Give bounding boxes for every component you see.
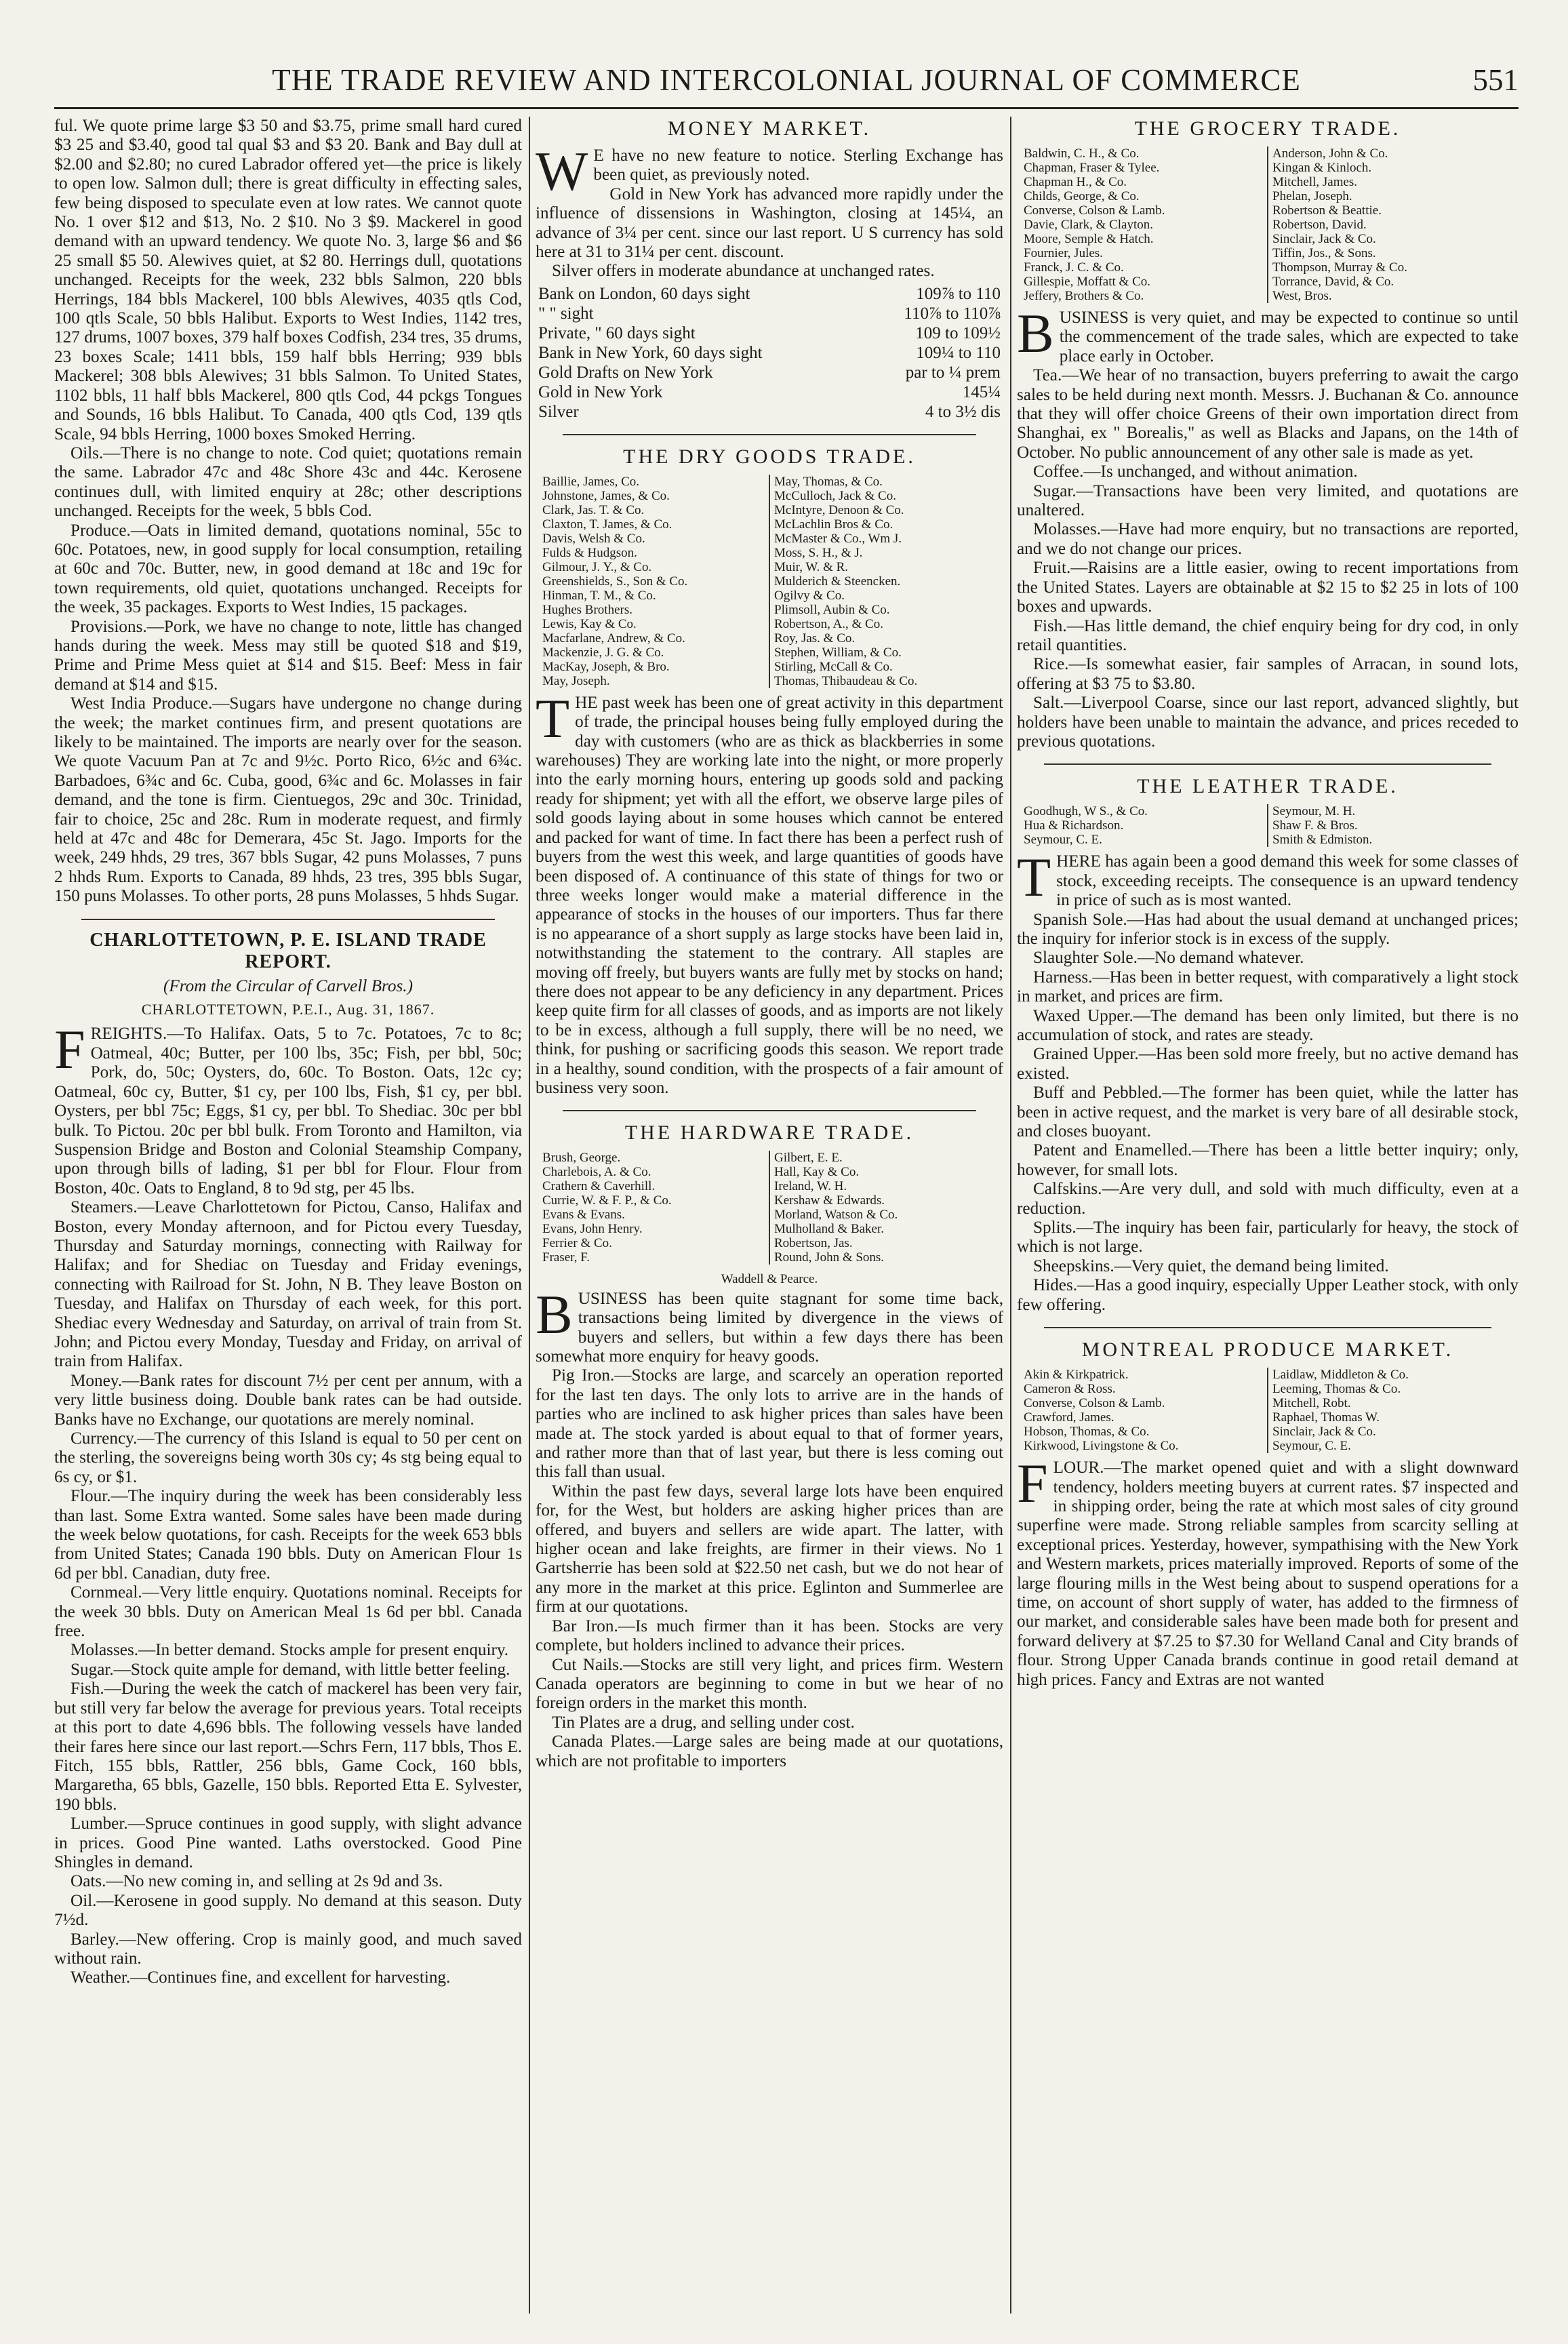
hardware-body: USINESS has been quite stagnant for some time back, transactions being limited by divergence in the views of buyers and sellers, but within a few days there has been somewhat more enquiry for heavy goods. (536, 1289, 1003, 1366)
firm-list (1020, 1368, 1516, 1453)
firm-name: Goodhugh, W S., & Co. (1024, 804, 1148, 819)
grocery-paragraph: Salt.—Liverpool Coarse, since our last report, advanced slightly, but holders have been unable to maintain the advance, and prices receded to previous quotations. (1017, 694, 1519, 751)
firm-name: Davie, Clark, & Clayton. (1024, 218, 1154, 232)
rate-value: 4 to 3½ dis (925, 402, 1001, 421)
masthead (54, 60, 1519, 109)
money-paragraph: Gold in New York has advanced more rapidly under the influence of dissensions in Washington, closing at 145¼, an advance of 3¼ per cent. since our last report. U S currency has sold here at 31 to 31¼ per cent. discount. (536, 184, 1003, 262)
report-paragraph (54, 1018, 522, 1198)
column-3 (1017, 117, 1519, 2313)
rate-value: 110⅞ to 110⅞ (904, 304, 1001, 323)
firm-name: Akin & Kirkpatrick. (1024, 1368, 1129, 1383)
firm-name: Hobson, Thomas, & Co. (1024, 1425, 1150, 1439)
firm-name: Gillespie, Moffatt & Co. (1024, 275, 1150, 289)
firm-name: Plimsoll, Aubin & Co. (774, 602, 890, 617)
column-rule (529, 117, 530, 2313)
firm-name: Converse, Colson & Lamb. (1024, 203, 1165, 218)
hardware-heading: THE HARDWARE TRADE. (624, 1121, 914, 1145)
firm-name: West, Bros. (1272, 289, 1332, 303)
firm-name: Laidlaw, Middleton & Co. (1272, 1368, 1409, 1383)
money-market-heading: MONEY MARKET. (667, 117, 872, 140)
rate-value: 145¼ (962, 382, 1001, 401)
firm-name: Seymour, C. E. (1272, 1439, 1351, 1454)
firm-name: Brush, George. (542, 1151, 621, 1166)
firm-name: Greenshields, S., Son & Co. (542, 574, 688, 589)
report-paragraph: Fish.—During the week the catch of mackerel has been very fair, but still very far below the average for previous years. Total receipts at this port to date 4,696 bbls. The following vessels have landed their fares here since our last report.—Schrs Fern, 117 bbls, Thos E. Fitch, 155 bbls, Rattler, 256 bbls, Game Cock, 160 bbls, Margaretha, 65 bbls, Gazelle, 150 bbls. Reported Etta E. Sylvester, 190 bbls. (54, 1680, 522, 1814)
rate-row (536, 323, 1003, 343)
grocery-heading: THE GROCERY TRADE. (1134, 117, 1401, 140)
report-paragraph: Barley.—New offering. Crop is mainly good, and much saved without rain. (54, 1930, 522, 1968)
leather-paragraph (1017, 846, 1519, 910)
grocery-paragraph: Fruit.—Raisins are a little easier, owing to recent importations from the United States. Layers are obtainable at $2 15 to $2 25 in lots of 100 boxes and upwards. (1017, 559, 1519, 616)
firm-name: Chapman H., & Co. (1024, 175, 1127, 189)
firm-list-right (770, 1151, 1001, 1265)
grocery-paragraph: Coffee.—Is unchanged, and without animation. (1033, 462, 1358, 481)
money-intro (536, 140, 1003, 202)
firm-name: Stephen, William, & Co. (774, 645, 902, 660)
firm-name: Hughes Brothers. (542, 602, 632, 617)
rate-row (536, 284, 1003, 304)
section-divider (563, 434, 976, 435)
rate-value: 109 to 109½ (915, 323, 1001, 342)
rate-label: Gold Drafts on New York (538, 363, 713, 382)
firm-name: Gilmour, J. Y., & Co. (542, 559, 652, 574)
firm-name: Johnstone, James, & Co. (542, 488, 670, 503)
firm-name: Gilbert, E. E. (774, 1151, 843, 1166)
firm-name: Robertson, David. (1272, 218, 1367, 232)
firm-name: Anderson, John & Co. (1272, 146, 1388, 161)
rate-value: 109¼ to 110 (916, 343, 1001, 362)
report-paragraph: Currency.—The currency of this Island is equal to 50 per cent on the sterling, the sovereigns being worth 30s cy; 4s stg being equal to 6s cy, or $1. (54, 1429, 522, 1486)
firm-name: Chapman, Fraser & Tylee. (1024, 161, 1160, 175)
report-paragraph: Oil.—Kerosene in good supply. No demand at this season. Duty 7½d. (54, 1891, 522, 1930)
firm-name: Franck, J. C. & Co. (1024, 260, 1124, 275)
leather-paragraph: Hides.—Has a good inquiry, especially Upper Leather stock, with only few offering. (1017, 1276, 1519, 1314)
firm-name: May, Joseph. (542, 673, 610, 688)
leather-paragraph: Grained Upper.—Has been sold more freely, but no active demand has existed. (1017, 1045, 1519, 1083)
column-rule (1010, 117, 1011, 2313)
report-paragraph: Steamers.—Leave Charlottetown for Pictou, Canso, Halifax and Boston, every Monday afternoon, and for Pictou every Tuesday, Thursday and Saturday mornings, connecting with Railway for Halifax; and for Shediac on Tuesday and Friday evenings, connecting with Railroad for St. John, N B. They leave Boston on Tuesday, and Halifax on Thursday of each week, for this port. Shediac every Wednesday and Saturday, on arrival of train from St. John; and Pictou every Monday, Tuesday and Friday, on arrival of train from Halifax. (54, 1198, 522, 1371)
firm-list-left (1020, 804, 1268, 847)
firm-name: Torrance, David, & Co. (1272, 275, 1394, 289)
hardware-paragraph: Tin Plates are a drug, and selling under cost. (552, 1713, 855, 1732)
column-1 (54, 117, 522, 2313)
firm-name: Davis, Welsh & Co. (542, 531, 645, 546)
leather-paragraph: Spanish Sole.—Has had about the usual demand at unchanged prices; the inquiry for inferior stock is in excess of the supply. (1017, 910, 1519, 948)
section-divider (1044, 1327, 1491, 1328)
rate-label: Bank in New York, 60 days sight (538, 343, 763, 362)
firm-list (1020, 146, 1516, 303)
firm-name: Converse, Colson & Lamb. (1024, 1396, 1165, 1411)
leather-paragraph: Patent and Enamelled.—There has been a little better inquiry; only, however, for small lots. (1017, 1141, 1519, 1179)
firm-name: Round, John & Sons. (774, 1250, 885, 1265)
firm-name: Hua & Richardson. (1024, 818, 1124, 833)
firm-name: Crathern & Caverhill. (542, 1179, 656, 1194)
money-text: E have no new feature to notice. Sterling Exchange has been quiet, as previously noted. (593, 146, 1003, 184)
firm-name: Kershaw & Edwards. (774, 1193, 885, 1208)
drop-cap: F (54, 1018, 85, 1081)
firm-name: Mackenzie, J. G. & Co. (542, 645, 664, 660)
firm-name: Clark, Jas. T. & Co. (542, 502, 645, 517)
firm-name: Mulderich & Steencken. (774, 574, 901, 589)
firm-name: Sinclair, Jack & Co. (1272, 232, 1376, 246)
intro-paragraph: Produce.—Oats in limited demand, quotations nominal, 55c to 60c. Potatoes, new, in good supply for local consumption, retailing at 60c and 70c. Butter, new, in good demand at 18c and 19c for town requirements, old quiet, quotations unchanged. Receipts for the week, 35 packages. Exports to West Indies, 15 packages. (54, 521, 522, 617)
report-paragraph: Cornmeal.—Very little enquiry. Quotations nominal. Receipts for the week 30 bbls. Duty on American Meal 1s 6d per bbl. Canada free. (54, 1583, 522, 1641)
firm-name: Mulholland & Baker. (774, 1222, 885, 1237)
firm-name: Mitchell, James. (1272, 175, 1358, 189)
leather-paragraph: Harness.—Has been in better request, with comparatively a light stock in market, and prices are firm. (1017, 968, 1519, 1006)
rate-row (536, 382, 1003, 402)
drop-cap: T (1017, 846, 1051, 909)
firm-name: Robertson & Beattie. (1272, 203, 1382, 218)
money-paragraph: Silver offers in moderate abundance at unchanged rates. (552, 262, 935, 281)
firm-name: Baillie, James, Co. (542, 474, 640, 489)
hardware-paragraph: Within the past few days, several large lots have been enquired for, for the West, but holders are asking higher prices than are offered, and buyers and sellers are wide apart. The latter, with higher ocean and lake freights, are firmer in their views. No 1 Gartsherrie has been sold at $22.50 net cash, but we do not hear of any more in the market at this price. Eglinton and Summerlee are firm at our quotations. (536, 1482, 1003, 1616)
drop-cap: T (536, 687, 570, 749)
section-title: CHARLOTTETOWN, P. E. ISLAND TRADE REPORT. (89, 929, 487, 972)
hardware-paragraph: Bar Iron.—Is much firmer than it has been. Stocks are very complete, but holders inclined to advance their prices. (536, 1616, 1003, 1655)
report-paragraph: Oats.—No new coming in, and selling at 2s 9d and 3s. (71, 1872, 443, 1891)
report-text: REIGHTS.—To Halifax. Oats, 5 to 7c. Potatoes, 7c to 8c; Oatmeal, 40c; Butter, per 100 lbs, 35c; Fish, per bbl, 50c; Pork, do, 50c; Oysters, do, 60c. To Boston. Oats, 12c cy; Oatmeal, 60c cy, Butter, $1 cy, per 100 lbs, Fish, $1 cy, per bbl. Oysters, per bbl 75c; Eggs, $1 cy, per bbl. To Shediac. 30c per bbl bulk. To Pictou. 20c per bbl bulk. From Toronto and Hamilton, via Suspension Bridge and Boston and Colonial Steamship Company, upon through bills of lading, $1 per bbl for Flour. Flour from Boston, 40c. Oats to England, 8 to 9d stg, per 45 lbs. (54, 1025, 522, 1197)
rate-row (536, 363, 1003, 382)
grocery-body: USINESS is very quiet, and may be expected to continue so until the commencement of the trade sales, which are expected to take place early in October. (1059, 309, 1519, 365)
rate-row (536, 343, 1003, 363)
firm-name: Fraser, F. (542, 1250, 590, 1265)
grocery-paragraph: Sugar.—Transactions have been very limited, and quotations are unaltered. (1017, 481, 1519, 520)
firm-name: May, Thomas, & Co. (774, 474, 883, 489)
firm-name: Ogilvy & Co. (774, 588, 845, 603)
column-2 (536, 117, 1003, 2313)
section-divider (81, 919, 495, 920)
report-paragraph: Lumber.—Spruce continues in good supply, with slight advance in prices. Good Pine wanted. Laths overstocked. Good Pine Shingles in demand. (54, 1814, 522, 1871)
firm-name: Stirling, McCall & Co. (774, 659, 893, 674)
intro-paragraph: Oils.—There is no change to note. Cod quiet; quotations remain the same. Labrador 47c and 48c Shore 43c and 44c. Kerosene continues dull, with limited enquiry at 28c; other descriptions unchanged. Receipts for the week, 5 bbls Cod. (54, 443, 522, 521)
dry-goods-body: HE past week has been one of great activity in this department of trade, the principal houses being fully employed during the day with customers (who are as thick as blackberries in some warehouses) They are working late into the night, or more properly into the early morning hours, entering up goods sold and packing ready for shipment; yet with all the effort, we observe large piles of sold goods laying about in some houses which cannot be entered and packed for want of time. In fact there has been a perfect rush of buyers from the west this week, and large quantities of goods have been disposed of. A continuance of this state of things for two or three weeks longer would make a material difference in the appearance of stocks in the houses of our importers. Thus far there is no appearance of a short supply as large stocks have been laid in, notwithstanding the statement to the contrary. All staples are moving off freely, but buyers wants are fully met by stocks on hand; there does not appear to be any deficiency in any department. Prices keep quite firm for all classes of goods, and as imports are not likely to be in excess, although a full supply, there will be no need, we think, for pushing or sacrificing goods this season. We report trade in a healthy, sound condition, with the prospects of a fair amount of business very soon. (536, 693, 1003, 1097)
firm-name: Fulds & Hudgson. (542, 545, 637, 560)
dry-goods-text (536, 687, 1003, 1098)
rate-label: Private, " 60 days sight (538, 323, 696, 342)
firm-list-right (1268, 804, 1516, 847)
firm-name: Tiffin, Jos., & Sons. (1272, 246, 1376, 260)
firm-name: McMaster & Co., Wm J. (774, 531, 902, 546)
firm-name: MacKay, Joseph, & Bro. (542, 659, 670, 674)
rate-row (536, 304, 1003, 323)
grocery-paragraph: Fish.—Has little demand, the chief enquiry being for dry cod, in only retail quantities. (1017, 616, 1519, 654)
firm-name: Roy, Jas. & Co. (774, 631, 856, 645)
section-divider (563, 1110, 976, 1111)
firm-name: Claxton, T. James, & Co. (542, 517, 672, 532)
rate-label: Silver (538, 402, 579, 421)
firm-name: Childs, George, & Co. (1024, 189, 1140, 203)
grocery-paragraph: Tea.—We hear of no transaction, buyers preferring to await the cargo sales to be held during next month. Messrs. J. Buchanan & Co. announce that they will offer choice Greens of their own importation direct from Shanghai, ex " Borealis," as well as Blacks and Japans, on the 14th of October. No public announcement of any other sale is made as yet. (1017, 366, 1519, 462)
drop-cap: B (1017, 302, 1054, 364)
produce-heading: MONTREAL PRODUCE MARKET. (1081, 1338, 1454, 1362)
grocery-paragraph (1017, 302, 1519, 366)
firm-name: Hinman, T. M., & Co. (542, 588, 656, 603)
section-source: (From the Circular of Carvell Bros.) (163, 976, 413, 995)
firm-name: Sinclair, Jack & Co. (1272, 1425, 1376, 1439)
firm-name: Hall, Kay & Co. (774, 1165, 860, 1180)
firm-list-footer: Waddell & Pearce. (721, 1272, 818, 1287)
journal-title: THE TRADE REVIEW AND INTERCOLONIAL JOURNAL OF COMMERCE (272, 63, 1301, 97)
firm-name: Currie, W. & F. P., & Co. (542, 1193, 672, 1208)
firm-name: Seymour, M. H. (1272, 804, 1356, 819)
firm-name: Thomas, Thibaudeau & Co. (774, 673, 918, 688)
firm-name: Robertson, A., & Co. (774, 616, 883, 631)
firm-name: Ireland, W. H. (774, 1179, 847, 1194)
firm-name: Baldwin, C. H., & Co. (1024, 146, 1140, 161)
hardware-paragraph: Canada Plates.—Large sales are being made at our quotations, which are not profitable to importers (536, 1732, 1003, 1770)
hardware-paragraph: Cut Nails.—Stocks are still very light, and prices firm. Western Canada operators are beginning to come in but we hear of no foreign orders in the market this month. (536, 1655, 1003, 1713)
section-divider (1044, 763, 1491, 765)
leather-paragraph: Splits.—The inquiry has been fair, particularly for heavy, the stock of which is not large. (1017, 1218, 1519, 1256)
firm-list (538, 475, 1001, 688)
rate-label: Gold in New York (538, 382, 663, 401)
firm-name: Jeffery, Brothers & Co. (1024, 289, 1144, 303)
rate-row (536, 402, 1003, 422)
firm-name: Kingan & Kinloch. (1272, 161, 1372, 175)
drop-cap: B (536, 1283, 573, 1345)
firm-list-left (538, 1151, 770, 1265)
firm-name: Evans & Evans. (542, 1208, 625, 1223)
firm-name: Leeming, Thomas & Co. (1272, 1382, 1401, 1397)
firm-list-left (538, 475, 770, 688)
rate-value: 109⅞ to 110 (916, 284, 1001, 303)
firm-name: Raphael, Thomas W. (1272, 1410, 1380, 1425)
firm-name: McCulloch, Jack & Co. (774, 488, 896, 503)
firm-name: Robertson, Jas. (774, 1236, 853, 1251)
hardware-paragraph (536, 1283, 1003, 1367)
section-dateline: CHARLOTTETOWN, P.E.I., Aug. 31, 1867. (141, 1001, 435, 1018)
report-paragraph: Weather.—Continues fine, and excellent for harvesting. (71, 1968, 451, 1987)
firm-list-right (1268, 146, 1516, 303)
leather-paragraph: Slaughter Sole.—No demand whatever. (1033, 949, 1304, 968)
leather-paragraph: Calfskins.—Are very dull, and sold with much difficulty, even at a reduction. (1017, 1180, 1519, 1218)
report-paragraph: Flour.—The inquiry during the week has been considerably less than last. Some Extra wanted. Some sales have been made during the week below quotations, for cash. Receipts for the week 653 bbls from United States; Canada 190 bbls. Duty on American Flour 1s 6d per bbl. Canadian, duty free. (54, 1487, 522, 1583)
firm-name: Fournier, Jules. (1024, 246, 1103, 260)
leather-heading: THE LEATHER TRADE. (1137, 775, 1399, 798)
firm-name: McLachlin Bros & Co. (774, 517, 893, 532)
firm-name: Muir, W. & R. (774, 559, 849, 574)
firm-name: Moss, S. H., & J. (774, 545, 863, 560)
rate-value: par to ¼ prem (905, 363, 1001, 382)
firm-name: Thompson, Murray & Co. (1272, 260, 1407, 275)
intro-paragraph: West India Produce.—Sugars have undergone no change during the week; the market continues firm, and present quotations are likely to be maintained. The imports are nearly over for the season. We quote Vacuum Pan at 7c and 9½c. Porto Rico, 6½c and 6¾c. Barbadoes, 6¾c and 6c. Cuba, good, 6¾c and 6c. Molasses in fair demand, and the tone is firm. Cientuegos, 29c and 30c. Trinidad, fair to choice, 25c and 28c. Rum in moderate request, and firmly held at 47c and 48c for Demerara, 45c St. Jago. Imports for the week, 249 hhds, 29 tres, 367 bbls Sugar, 42 puns Molasses, 7 puns 2 hhds Rum. Exports to Canada, 89 hhds, 23 tres, 395 bbls Sugar, 150 puns Molasses. To other ports, 28 puns Molasses, 5 hhds Sugar. (54, 694, 522, 906)
firm-name: McIntyre, Denoon & Co. (774, 502, 904, 517)
report-paragraph: Money.—Bank rates for discount 7½ per cent per annum, with a very little business doing. Double bank rates can be had outside. Banks have no Exchange, our quotations are merely nominal. (54, 1371, 522, 1429)
intro-paragraph: ful. We quote prime large $3 50 and $3.75, prime small hard cured $3 25 and $3.40, good tal qual $3 and $3 20. Bank and Bay dull at $2.00 and $2.80; no cured Labrador offered yet—the price is likely to open low. Salmon dull; there is great difficulty in effecting sales, few being disposed to speculate even at low rates. We cannot quote No. 1 over $12 and $13, No. 2 $10. No 3 $9. Mackerel in good demand with an upward tendency. We quote No. 3, large $6 and $6 25 small $5 50. Alewives quiet, at $2 80. Herrings dull, quotations unchanged. Receipts for the week, 232 bbls Salmon, 220 bbls Herrings, 184 bbls Mackerel, 100 bbls Alewives, 4035 qtls Cod, 100 qtls Scale, 50 bbls Halibut. Exports to West Indies, 1142 tres, 127 drums, 1007 boxes, 379 half boxes Codfish, 234 tres, 35 drums, 23 boxes Scale; 1411 bbls, 159 half bbls Herring; 939 bbls Mackerel; 308 bbls Alewives; 31 bbls Salmon. To United States, 1102 bbls, 11 half bbls Mackerel, 800 qtls Cod, 44 pckgs Tongues and Sounds, 16 bbls Halibut. To Canada, 400 qtls Cod, 139 qtls Scale, 94 bbls Herring, 1000 boxes Smoked Herring. (54, 117, 522, 443)
hardware-paragraph: Pig Iron.—Stocks are large, and scarcely an operation reported for the last ten days. The only lots to arrive are in the hands of parties who are inclined to ask higher prices than sales have been made at. The stock yarded is about equal to that of former years, and rather more than that of last year, but there is less coming out this fall than usual. (536, 1366, 1003, 1482)
firm-list (538, 1151, 1001, 1265)
firm-name: Mitchell, Robt. (1272, 1396, 1351, 1411)
firm-name: Moore, Semple & Hatch. (1024, 232, 1154, 246)
firm-list-left (1020, 1368, 1268, 1453)
firm-name: Shaw F. & Bros. (1272, 818, 1358, 833)
intro-paragraph: Provisions.—Pork, we have no change to note, little has changed hands during the week. Mess may still be quoted $18 and $19, Prime and Prime Mess quiet at $14 and $15. Beef: Mess in fair demand at $14 and $15. (54, 617, 522, 694)
grocery-paragraph: Rice.—Is somewhat easier, fair samples of Arracan, in sound lots, offering at $3 75 to $3.80. (1017, 655, 1519, 693)
firm-name: Evans, John Henry. (542, 1222, 643, 1237)
grocery-paragraph: Molasses.—Have had more enquiry, but no transactions are reported, and we do not change our prices. (1017, 520, 1519, 558)
firm-name: Morland, Watson & Co. (774, 1208, 898, 1223)
leather-paragraph: Sheepskins.—Very quiet, the demand being limited. (1033, 1256, 1389, 1275)
report-paragraph: Sugar.—Stock quite ample for demand, with little better feeling. (71, 1660, 510, 1679)
firm-list-right (1268, 1368, 1516, 1453)
rate-label: " " sight (538, 304, 594, 323)
leather-paragraph: Waxed Upper.—The demand has been only limited, but there is no accumulation of stock, and rates are steady. (1017, 1006, 1519, 1044)
page-number: 551 (1472, 63, 1519, 97)
firm-list-left (1020, 146, 1268, 303)
drop-cap: W (536, 140, 588, 202)
report-paragraph: Molasses.—In better demand. Stocks ample for present enquiry. (71, 1641, 509, 1660)
produce-paragraph (1017, 1452, 1519, 1690)
dry-goods-heading: THE DRY GOODS TRADE. (623, 445, 916, 468)
produce-body: LOUR.—The market opened quiet and with a slight downward tendency, holders meeting buyers at current rates. $7 inspected and in shipping order, being the rate at which most sales of city ground superfine were made. Strong reliable samples from scarcity selling at exceptional prices. Yesterday, however, sympathising with the New York and Western markets, prices materially improved. Reports of some of the large flouring mills in the West being about to suspend operations for a time, on account of short supply of water, has added to the firmness of our market, and considerable sales have been made both for present and forward delivery at $7.25 to $7.30 for Welland Canal and City brands of flour. Strong Upper Canada brands continue in good retail demand at high prices. Fancy and Extras are not wanted (1017, 1458, 1519, 1689)
firm-name: Macfarlane, Andrew, & Co. (542, 631, 685, 645)
firm-name: Phelan, Joseph. (1272, 189, 1352, 203)
firm-list-right (770, 475, 1001, 688)
leather-paragraph: Buff and Pebbled.—The former has been quiet, while the latter has been in active request, and the market is very bare of all desirable stock, and closes buoyant. (1017, 1084, 1519, 1141)
firm-name: Lewis, Kay & Co. (542, 616, 637, 631)
rate-label: Bank on London, 60 days sight (538, 284, 750, 303)
firm-name: Crawford, James. (1024, 1410, 1114, 1425)
firm-name: Cameron & Ross. (1024, 1382, 1116, 1397)
exchange-rates-table (536, 284, 1003, 422)
firm-list (1020, 804, 1516, 847)
firm-name: Charlebois, A. & Co. (542, 1165, 651, 1180)
firm-name: Kirkwood, Livingstone & Co. (1024, 1439, 1179, 1454)
leather-body: HERE has again been a good demand this week for some classes of stock, exceeding receipts. The consequence is an upward tendency in price of such as is most wanted. (1056, 852, 1519, 910)
firm-name: Ferrier & Co. (542, 1236, 612, 1251)
firm-name: Seymour, C. E. (1024, 833, 1102, 848)
firm-name: Smith & Edmiston. (1272, 833, 1373, 848)
drop-cap: F (1017, 1452, 1048, 1515)
